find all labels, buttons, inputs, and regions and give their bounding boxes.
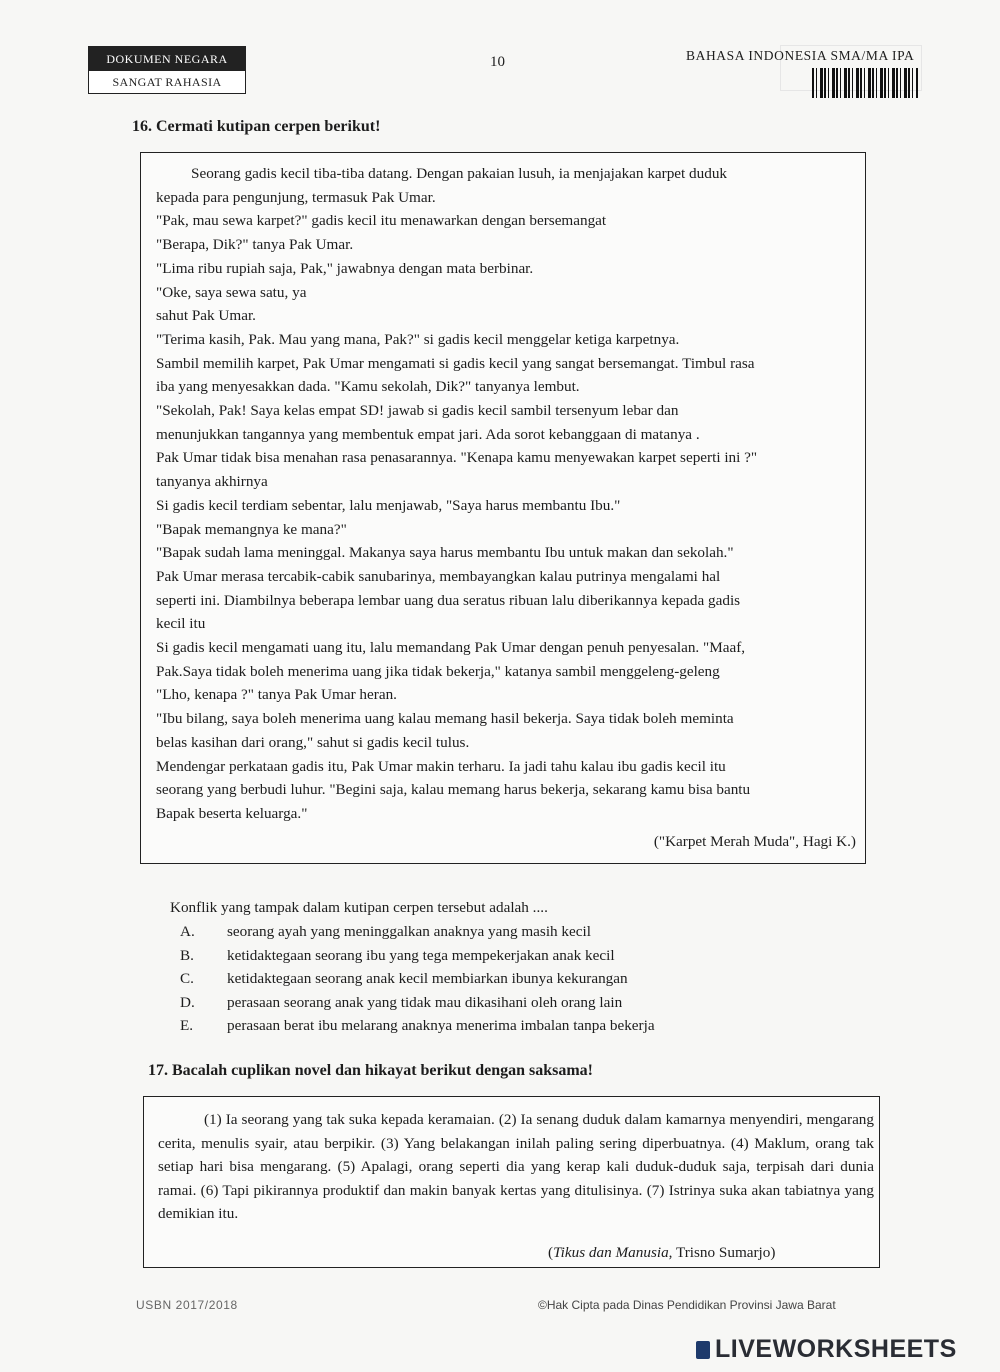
- option-d[interactable]: [180, 991, 655, 1015]
- story-line: Si gadis kecil terdiam sebentar, lalu menjawab, "Saya harus membantu Ibu.": [156, 496, 621, 514]
- story-line: Pak.Saya tidak boleh menerima uang jika tidak bekerja," katanya sambil menggeleng-geleng: [156, 662, 720, 680]
- novel-source: [548, 1244, 775, 1262]
- story-line: "Lima ribu rupiah saja, Pak," jawabnya dengan mata berbinar.: [156, 259, 534, 277]
- story-line: seperti ini. Diambilnya beberapa lembar uang dua seratus ribuan lalu diberikannya kepada gadis: [156, 591, 741, 609]
- story-line: kecil itu: [156, 615, 206, 633]
- story-line: iba yang menyesakkan dada. "Kamu sekolah, Dik?" tanyanya lembut.: [156, 378, 580, 396]
- badge-top: DOKUMEN NEGARA: [89, 47, 245, 71]
- option-text: perasaan seorang anak yang tidak mau dikasihani oleh orang lain: [227, 993, 623, 1011]
- story-line: Pak Umar tidak bisa menahan rasa penasarannya. "Kenapa kamu menyewakan karpet seperti ini ?": [156, 449, 758, 467]
- option-text: ketidaktegaan seorang ibu yang tega mempekerjakan anak kecil: [227, 946, 615, 964]
- story-line: "Lho, kenapa ?" tanya Pak Umar heran.: [156, 686, 397, 704]
- story-line: Seorang gadis kecil tiba-tiba datang. Dengan pakaian lusuh, ia menjajakan karpet duduk: [191, 165, 728, 182]
- classification-badge: [88, 46, 246, 94]
- story-source: ("Karpet Merah Muda", Hagi K.): [653, 832, 856, 850]
- story-line: "Ibu bilang, saya boleh menerima uang kalau memang hasil bekerja. Saya tidak boleh meminta: [156, 710, 734, 728]
- brand-text: LIVEWORKSHEETS: [715, 1335, 957, 1363]
- novel-passage: (1) Ia seorang yang tak suka kepada keramaian. (2) Ia senang duduk dalam kamarnya menyendiri, mengarang cerita, menulis syair, atau berpikir. (3) Yang belakangan inilah paling sering diperbuatnya. (4) Maklum, orang tak setiap hari bisa mengarang. (5) Apalagi, orang seperti dia yang kerap kali duduk-duduk saja, terpisah dari dunia ramai. (6) Tapi pikirannya produktif dan makin banyak kertas yang ditulisinya. (7) Istrinya suka akan tabiatnya yang demikian itu.: [158, 1111, 874, 1223]
- footer-exam-code: USBN 2017/2018: [136, 1298, 238, 1312]
- option-key: B.: [180, 946, 194, 964]
- story-line: "Bapak sudah lama meninggal. Makanya saya harus membantu Ibu untuk makan dan sekolah.": [156, 544, 734, 562]
- source-author: , Trisno Sumarjo): [668, 1244, 776, 1261]
- story-text: [156, 162, 870, 853]
- option-text: ketidaktegaan seorang anak kecil membiarkan ibunya kekurangan: [227, 970, 628, 987]
- story-line: kepada para pengunjung, termasuk Pak Umar.: [156, 188, 436, 206]
- liveworksheets-logo[interactable]: [696, 1335, 957, 1364]
- barcode-icon: [812, 68, 918, 98]
- question-16-stem: Konflik yang tampak dalam kutipan cerpen tersebut adalah ....: [170, 899, 548, 916]
- story-line: Sambil memilih karpet, Pak Umar mengamati si gadis kecil yang sangat bersemangat. Timbul rasa: [156, 354, 755, 372]
- option-key: D.: [180, 993, 195, 1011]
- footer-copyright: ©Hak Cipta pada Dinas Pendidikan Provinsi Jawa Barat: [538, 1298, 836, 1312]
- story-line: Bapak beserta keluarga.": [156, 804, 308, 822]
- story-line: belas kasihan dari orang," sahut si gadis kecil tulus.: [156, 733, 470, 751]
- question-16-title: 16. Cermati kutipan cerpen berikut!: [132, 118, 381, 135]
- option-key: C.: [180, 970, 194, 987]
- story-line: Si gadis kecil mengamati uang itu, lalu memandang Pak Umar dengan penuh penyesalan. "Maaf,: [156, 639, 746, 657]
- story-line: Mendengar perkataan gadis itu, Pak Umar makin terharu. Ia jadi tahu kalau ibu gadis kecil itu: [156, 757, 726, 775]
- story-line: "Sekolah, Pak! Saya kelas empat SD! jawab si gadis kecil sambil tersenyum lebar dan: [156, 402, 679, 420]
- story-line: "Oke, saya sewa satu, ya: [156, 283, 307, 301]
- subject-title: BAHASA INDONESIA SMA/MA IPA: [686, 48, 915, 63]
- option-key: E.: [180, 1017, 194, 1034]
- option-text: perasaan berat ibu melarang anaknya menerima imbalan tanpa bekerja: [227, 1017, 655, 1034]
- story-line: tanyanya akhirnya: [156, 473, 268, 491]
- story-line: seorang yang berbudi luhur. "Begini saja, kalau memang harus bekerja, sekarang kamu bisa bantu: [156, 781, 751, 799]
- story-line: Pak Umar merasa tercabik-cabik sanubarinya, membayangkan kalau putrinya mengalami hal: [156, 567, 721, 585]
- badge-bottom: SANGAT RAHASIA: [89, 71, 245, 93]
- logo-icon: [696, 1341, 710, 1359]
- option-e[interactable]: [180, 1014, 655, 1038]
- option-key: A.: [180, 923, 195, 940]
- page-number: 10: [490, 54, 505, 70]
- story-line: menunjukkan tangannya yang membentuk empat jari. Ada sorot kebanggaan di matanya .: [156, 425, 700, 443]
- story-line: "Pak, mau sewa karpet?" gadis kecil itu menawarkan dengan bersemangat: [156, 212, 607, 230]
- answer-options: [180, 920, 655, 1038]
- story-line: "Berapa, Dik?" tanya Pak Umar.: [156, 236, 354, 254]
- option-a[interactable]: [180, 920, 655, 944]
- source-title: Tikus dan Manusia: [553, 1244, 669, 1261]
- story-line: "Bapak memangnya ke mana?": [156, 520, 347, 538]
- question-17-title: 17. Bacalah cuplikan novel dan hikayat berikut dengan saksama!: [148, 1062, 593, 1079]
- option-text: seorang ayah yang meninggalkan anaknya yang masih kecil: [227, 923, 591, 940]
- option-c[interactable]: [180, 967, 655, 991]
- source-open: (: [548, 1244, 554, 1261]
- story-line: "Terima kasih, Pak. Mau yang mana, Pak?" si gadis kecil menggelar ketiga karpetnya.: [156, 330, 680, 348]
- story-line: sahut Pak Umar.: [156, 307, 256, 325]
- option-b[interactable]: [180, 944, 655, 968]
